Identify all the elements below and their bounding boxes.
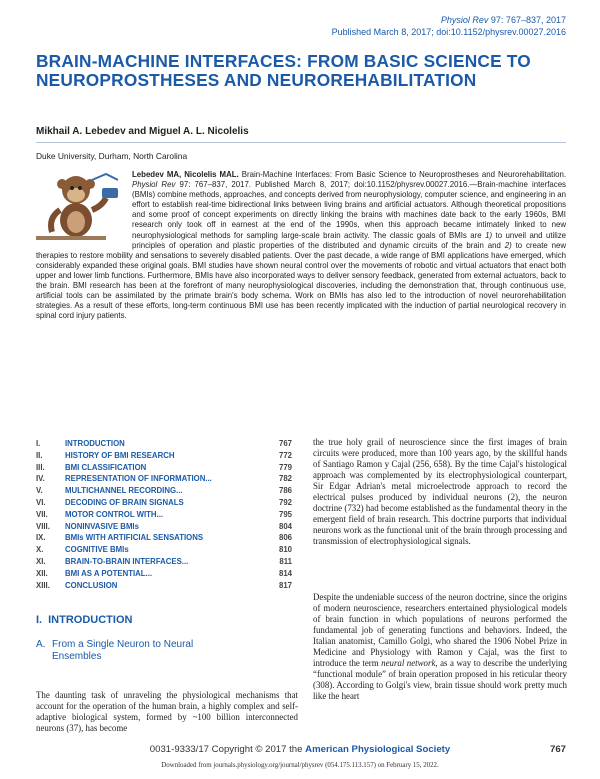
toc-item[interactable] bbox=[36, 450, 292, 462]
toc-page: 814 bbox=[278, 568, 292, 578]
toc-page: 810 bbox=[278, 545, 292, 555]
abstract-citation-rest: 97: 767–837, 2017. Published March 8, 2017; doi:10.1152/physrev.00027.2016.— bbox=[179, 180, 478, 190]
toc-number: V. bbox=[36, 486, 43, 496]
toc-number: IV. bbox=[36, 474, 45, 484]
journal-header bbox=[332, 14, 566, 38]
toc-item[interactable] bbox=[36, 544, 292, 556]
toc-page: 772 bbox=[278, 450, 292, 460]
toc-item[interactable] bbox=[36, 438, 292, 450]
toc-number: XI. bbox=[36, 556, 46, 566]
abstract-citation-journal: Physiol Rev bbox=[132, 180, 176, 190]
toc-page: 792 bbox=[278, 497, 292, 507]
toc-number: XIII. bbox=[36, 580, 50, 590]
toc-title: BMI CLASSIFICATION bbox=[65, 462, 147, 472]
abstract-citation-title: Brain-Machine Interfaces: From Basic Science to Neuroprostheses and Neurorehabilitation. bbox=[241, 170, 566, 179]
article-title: BRAIN-MACHINE INTERFACES: FROM BASIC SCIENCE TO NEUROPROSTHESES AND NEUROREHABILITATION bbox=[36, 51, 531, 90]
toc-title: CONCLUSION bbox=[65, 580, 118, 590]
toc-number: IX. bbox=[36, 533, 46, 543]
toc-page: 811 bbox=[279, 556, 292, 566]
toc-number: VIII. bbox=[36, 521, 50, 531]
toc-page: 795 bbox=[278, 509, 292, 519]
subsection-number: A. bbox=[36, 639, 46, 650]
subsection-heading bbox=[36, 639, 296, 664]
journal-citation: 97: 767–837, 2017 bbox=[490, 15, 566, 25]
toc-item[interactable] bbox=[36, 521, 292, 533]
toc-title: REPRESENTATION OF INFORMATION... bbox=[65, 474, 212, 484]
toc-item[interactable] bbox=[36, 509, 292, 521]
toc-title: HISTORY OF BMI RESEARCH bbox=[65, 450, 175, 460]
authors: Mikhail A. Lebedev and Miguel A. L. Nicolelis bbox=[36, 126, 249, 137]
abstract-goal-1: 1) bbox=[485, 230, 493, 240]
toc-title: NONINVASIVE BMIs bbox=[65, 521, 139, 531]
toc-number: X. bbox=[36, 545, 44, 555]
monkey-logo-icon bbox=[36, 170, 126, 240]
toc-item[interactable] bbox=[36, 497, 292, 509]
toc-title: COGNITIVE BMIs bbox=[65, 545, 129, 555]
toc-page: 782 bbox=[278, 474, 292, 484]
toc-number: II. bbox=[36, 450, 43, 460]
toc-number: VI. bbox=[36, 497, 46, 507]
toc-item[interactable] bbox=[36, 485, 292, 497]
toc-item[interactable] bbox=[36, 568, 292, 580]
toc-page: 817 bbox=[278, 580, 292, 590]
toc-page: 779 bbox=[278, 462, 292, 472]
subsection-title-line1: From a Single Neuron to Neural bbox=[52, 639, 194, 650]
abstract-body-b: to unveil and utilize principles of operation and plastic properties of the distributed and dynamic circuits of the brain and bbox=[132, 230, 567, 250]
toc-title: BRAIN-TO-BRAIN INTERFACES... bbox=[65, 556, 189, 566]
affiliation: Duke University, Durham, North Carolina bbox=[36, 151, 188, 161]
body-paragraph-left: The daunting task of unraveling the physiological mechanisms that account for the operation of the human brain, a highly complex and self-adaptive biological system, formed by ~100 billion interconnected neurons (37), has become bbox=[36, 690, 298, 734]
toc-page: 806 bbox=[278, 533, 292, 543]
download-note: Downloaded from journals.physiology.org/journal/physrev (054.175.113.157) on February 15, 2022. bbox=[161, 762, 439, 769]
toc-number: I. bbox=[36, 439, 41, 448]
toc-item[interactable] bbox=[36, 462, 292, 474]
toc-item[interactable] bbox=[36, 556, 292, 568]
body-paragraph-right-2 bbox=[313, 592, 567, 702]
toc-number: XII. bbox=[36, 568, 48, 578]
toc-title: MOTOR CONTROL WITH... bbox=[65, 509, 164, 519]
toc-item[interactable] bbox=[36, 473, 292, 485]
section-number: I. bbox=[36, 614, 43, 626]
divider bbox=[36, 142, 566, 143]
abstract-body-c: to create new therapies to restore mobility and sensations to severely disabled patients. Over the past decade, a wide range of BMI applications have emerged, which considerably expanded these original goals. BMI studies have shown neural control over the movements of robotic and virtual actuators that enact both upper and lower limb functions. Furthermore, BMIs have also incorporated ways to deliver sensory feedback, generated from external actuators, back to the brain. BMI research has been at the forefront of many neurophysiological discoveries, including the demonstration that, through continuous use, artificial tools can be assimilated by the primate brain's body schema. Work on BMIs has also led to the introduction of novel neurorehabilitation strategies. As a result of these efforts, long-term continuous BMI use has been recently implicated with the induction of partial neurological recovery in spinal cord injury patients. bbox=[36, 240, 567, 321]
footer-copyright bbox=[0, 744, 600, 755]
journal-name: Physiol Rev bbox=[440, 15, 489, 25]
page-footer bbox=[0, 744, 600, 758]
abstract-body-a: Brain-machine interfaces (BMIs) combine methods, approaches, and concepts derived from neurophysiology, computer science, and engineering in an effort to establish real-time bidirectional links between living brains and artificial actuators. Although theoretical propositions and some proof of concept experiments on directly linking the brains with machines date back to the early 1960s, BMI research only took off in earnest at the end of the 1990s, when this approach became intimately linked to new neurophysiological methods for sampling large-scale brain activity. The classic goals of BMIs are bbox=[132, 180, 566, 240]
subsection-title-line2: Ensembles bbox=[52, 651, 102, 663]
paragraph-text-a: Despite the undeniable success of the neuron doctrine, since the origins of modern neuroscience, researchers entertained physiological models of brain function in which populations of neurons performed the fundamental job of generating functions and behaviors. Indeed, the Italian anatomist, Camillo Golgi, who shared the 1906 Nobel Prize in Medicine and Physiology with Ramon y Cajal, was the first to introduce the term bbox=[313, 592, 567, 668]
table-of-contents bbox=[36, 438, 292, 591]
page-number: 767 bbox=[549, 744, 566, 755]
toc-item[interactable] bbox=[36, 580, 292, 592]
paragraph-emphasis: neural network bbox=[381, 657, 436, 668]
toc-title: MULTICHANNEL RECORDING... bbox=[65, 486, 183, 496]
toc-title: DECODING OF BRAIN SIGNALS bbox=[65, 497, 184, 507]
section-title: INTRODUCTION bbox=[48, 614, 133, 626]
toc-title: BMIs WITH ARTIFICIAL SENSATIONS bbox=[65, 533, 204, 543]
toc-number: VII. bbox=[36, 509, 48, 519]
toc-number: III. bbox=[36, 462, 45, 472]
footer-code: 0031-9333/17 Copyright © 2017 the bbox=[149, 744, 303, 755]
toc-page: 786 bbox=[278, 486, 292, 496]
toc-page: 804 bbox=[278, 521, 292, 531]
body-paragraph-right-1: the true holy grail of neuroscience since the first images of brain circuits were produced, more than 100 years ago, by the skillful hands of Santiago Ramon y Cajal (256, 658). By the time Cajal's histological approach was complemented by its electrophysiological counterpart, Sir Edgar Adrian's metal microelectrode approach to record the electrical pulses produced by individual neurons (2), the neuron doctrine (732) had become established as the fundamental theory in the emergent field of brain research. This doctrine purports that individual neurons work as the functional unit of the brain through processing and transmission of electrophysiological signals. bbox=[313, 437, 567, 546]
section-heading bbox=[36, 614, 132, 626]
footer-society: American Physiological Society bbox=[305, 744, 451, 755]
published-line: Published March 8, 2017; doi:10.1152/physrev.00027.2016 bbox=[331, 27, 566, 37]
abstract bbox=[36, 170, 566, 426]
paragraph-text-b: , as a way to describe the underlying “functional module” of brain operation proposed in his reticular theory (308). According to Golgi's view, brain tissue should work pretty much like the heart bbox=[313, 657, 567, 701]
toc-page: 767 bbox=[278, 439, 292, 448]
toc-item[interactable] bbox=[36, 532, 292, 544]
toc-title: BMI AS A POTENTIAL... bbox=[65, 568, 153, 578]
toc-title: INTRODUCTION bbox=[65, 439, 125, 448]
abstract-goal-2: 2) bbox=[504, 240, 512, 250]
abstract-citation-authors: Lebedev MA, Nicolelis MAL. bbox=[132, 170, 239, 179]
